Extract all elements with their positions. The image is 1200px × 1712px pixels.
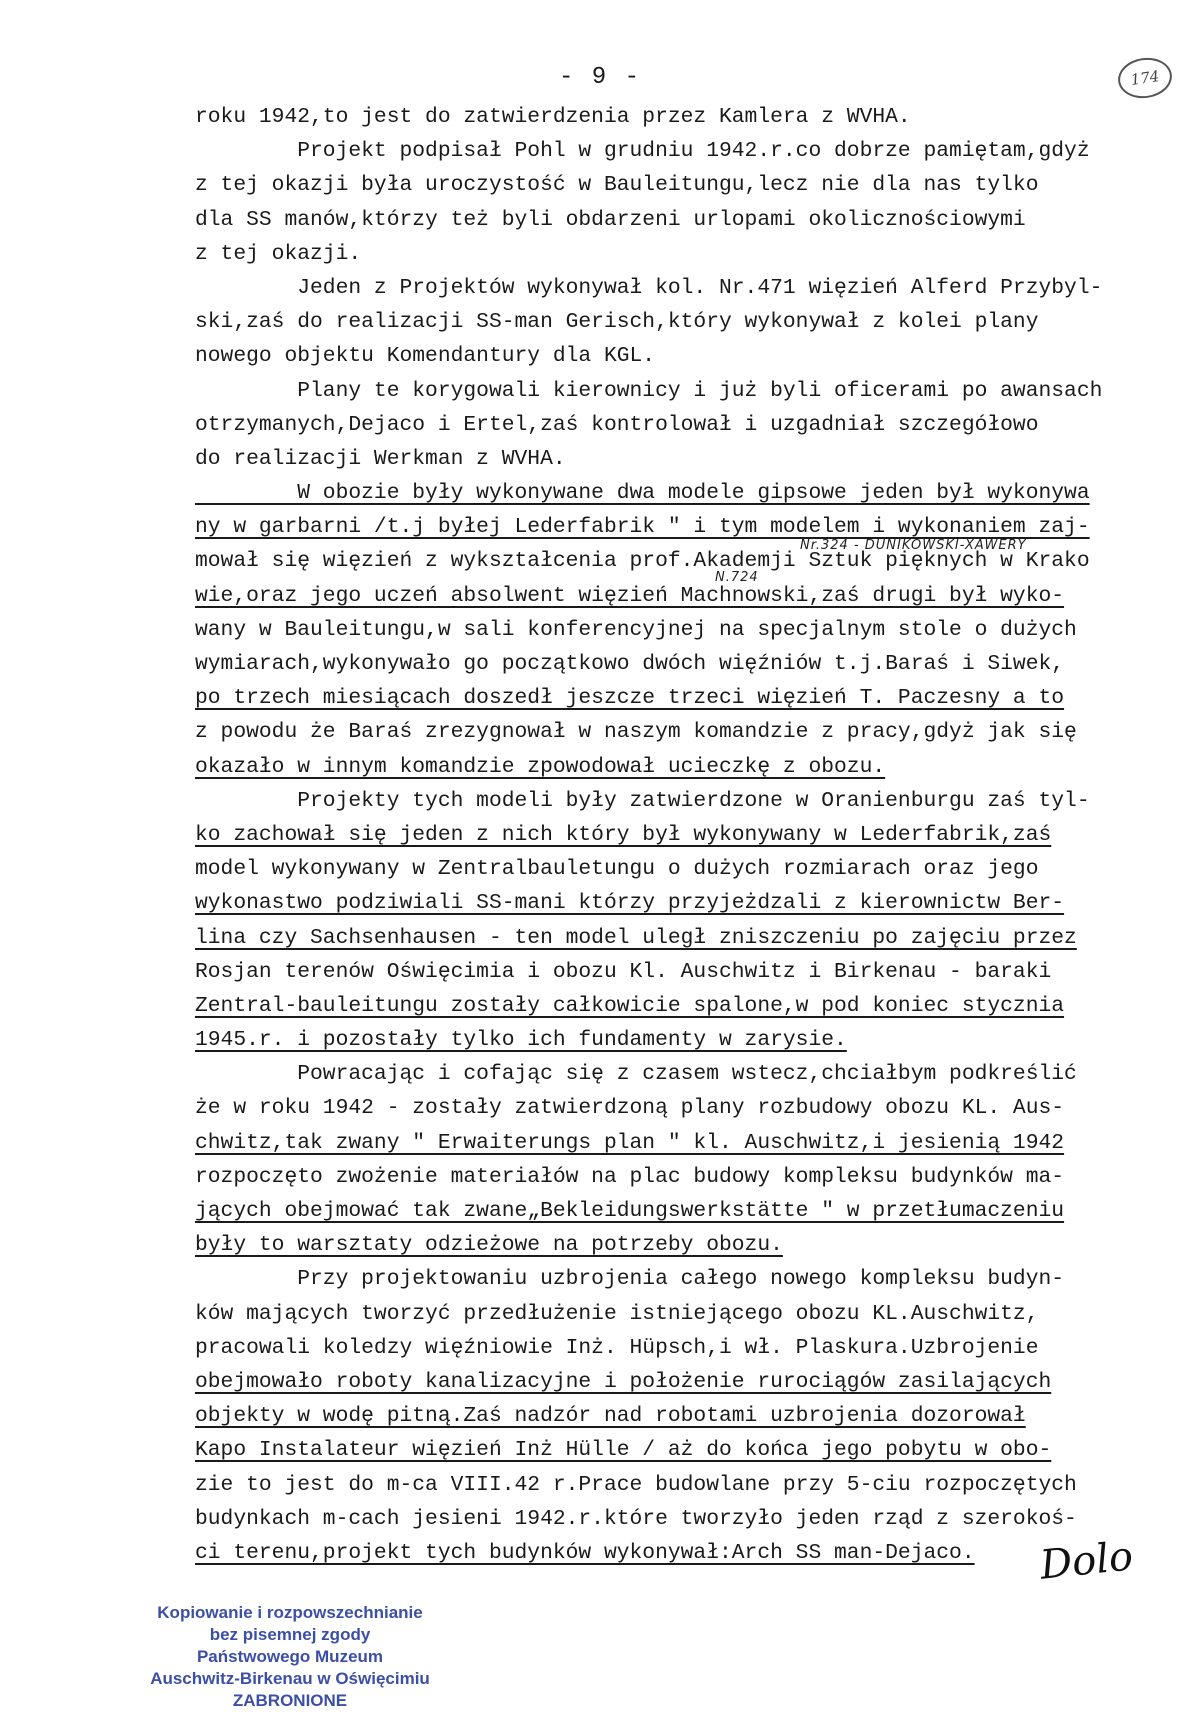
typewritten-body	[195, 100, 1170, 1570]
text-line: mował się więzień z wykształcenia prof.Akademji Sztuk pięknych w Krako	[195, 549, 1090, 574]
text-line-underlined: W obozie były wykonywane dwa modele gipsowe jeden był wykonywa	[195, 481, 1090, 506]
text-line: zie to jest do m-ca VIII.42 r.Prace budowlane przy 5-ciu rozpoczętych	[195, 1472, 1077, 1497]
text-line: dla SS manów,którzy też byli obdarzeni urlopami okolicznościowymi	[195, 207, 1026, 232]
handwritten-annotation: Nr.324 - DUNIKOWSKI-XAWERY	[800, 538, 1027, 553]
text-line: nowego objektu Komendantury dla KGL.	[195, 344, 656, 369]
text-line-underlined: okazało w innym komandzie zpowodował ucieczkę z obozu.	[195, 754, 886, 779]
text-line: pracowali koledzy więźniowie Inż. Hüpsch,i wł. Plaskura.Uzbrojenie	[195, 1335, 1039, 1360]
text-line: ski,zaś do realizacji SS-man Gerisch,który wykonywał z kolei plany	[195, 310, 1039, 335]
text-line: z tej okazji.	[195, 241, 362, 266]
text-line: Projekty tych modeli były zatwierdzone w Oranienburgu zaś tyl-	[195, 788, 1090, 813]
watermark-line: bez pisemnej zgody	[209, 1625, 371, 1644]
text-line: Rosjan terenów Oświęcimia i obozu Kl. Auschwitz i Birkenau - baraki	[195, 959, 1052, 984]
watermark-line: Auschwitz-Birkenau w Oświęcimiu	[150, 1669, 430, 1688]
text-line-underlined: ko zachował się jeden z nich który był wykonywany w Lederfabrik,zaś	[195, 822, 1052, 847]
text-line-underlined: obejmowało roboty kanalizacyjne i położenie rurociągów zasilających	[195, 1369, 1052, 1394]
text-line: do realizacji Werkman z WVHA.	[195, 446, 566, 471]
text-line-underlined: wykonastwo podziwiali SS-mani którzy przyjeżdzali z kierownictw Ber-	[195, 891, 1065, 916]
archive-page-stamp: 174	[1115, 54, 1174, 101]
text-line: budynkach m-cach jesieni 1942.r.które tworzyło jeden rząd z szerokoś-	[195, 1506, 1077, 1531]
text-line-underlined: po trzech miesiącach doszedł jeszcze trzeci więzień T. Paczesny a to	[195, 686, 1065, 711]
text-line: otrzymanych,Dejaco i Ertel,zaś kontrolował i uzgadniał szczegółowo	[195, 412, 1039, 437]
text-line-underlined: lina czy Sachsenhausen - ten model uległ zniszczeniu po zajęciu przez	[195, 925, 1077, 950]
text-line-underlined: jących obejmować tak zwane„Bekleidungswerkstätte " w przetłumaczeniu	[195, 1199, 1065, 1223]
text-line-underlined: objekty w wodę pitną.Zaś nadzór nad robotami uzbrojenia dozorował	[195, 1404, 1026, 1429]
text-line: wymiarach,wykonywało go początkowo dwóch więźniów t.j.Baraś i Siwek,	[195, 652, 1065, 676]
watermark-line: Kopiowanie i rozpowszechnianie	[157, 1603, 423, 1622]
text-line: wany w Bauleitungu,w sali konferencyjnej na specjalnym stole o dużych	[195, 617, 1077, 642]
page-number: - 9 -	[558, 64, 641, 91]
handwritten-signature: Dolo	[1037, 1533, 1136, 1589]
text-line: rozpoczęto zwożenie materiałów na plac budowy kompleksu budynków ma-	[195, 1164, 1065, 1189]
text-line: że w roku 1942 - zostały zatwierdzoną plany rozbudowy obozu KL. Aus-	[195, 1096, 1065, 1121]
text-line-underlined: ci terenu,projekt tych budynków wykonywał:Arch SS man-Dejaco.	[195, 1540, 975, 1565]
text-line: Jeden z Projektów wykonywał kol. Nr.471 więzień Alferd Przybyl-	[195, 275, 1103, 300]
text-line: Powracając i cofając się z czasem wstecz,chciałbym podkreślić	[195, 1062, 1077, 1087]
watermark-line: Państwowego Muzeum	[196, 1647, 384, 1666]
text-line: ków mających tworzyć przedłużenie istniejącego obozu KL.Auschwitz,	[195, 1301, 1039, 1326]
text-line-underlined: ny w garbarni /t.j byłej Lederfabrik " i tym modelem i wykonaniem zaj-	[195, 515, 1090, 540]
text-line: Plany te korygowali kierownicy i już byli oficerami po awansach	[195, 378, 1103, 403]
copyright-watermark	[140, 1602, 440, 1712]
text-line: z tej okazji była uroczystość w Bauleitungu,lecz nie dla nas tylko	[195, 173, 1039, 198]
text-line-underlined: chwitz,tak zwany " Erwaiterungs plan " kl. Auschwitz,i jesienią 1942	[195, 1130, 1065, 1155]
text-line-underlined: Kapo Instalateur więzień Inż Hülle / aż do końca jego pobytu w obo-	[195, 1438, 1052, 1463]
text-line: roku 1942,to jest do zatwierdzenia przez Kamlera z WVHA.	[195, 105, 911, 129]
watermark-line: ZABRONIONE	[232, 1691, 348, 1710]
text-line: z powodu że Baraś zrezygnował w naszym komandzie z pracy,gdyż jak się	[195, 720, 1077, 745]
text-line-underlined: były to warsztaty odzieżowe na potrzeby obozu.	[195, 1233, 783, 1258]
text-line-underlined: wie,oraz jego uczeń absolwent więzień Machnowski,zaś drugi był wyko-	[195, 583, 1065, 608]
handwritten-annotation: N.724	[715, 570, 759, 585]
text-line: Przy projektowaniu uzbrojenia całego nowego kompleksu budyn-	[195, 1267, 1065, 1292]
text-line-underlined: 1945.r. i pozostały tylko ich fundamenty w zarysie.	[195, 1028, 847, 1053]
text-line: model wykonywany w Zentralbauletungu o dużych rozmiarach oraz jego	[195, 857, 1039, 882]
text-line: Projekt podpisał Pohl w grudniu 1942.r.co dobrze pamiętam,gdyż	[195, 139, 1090, 164]
text-line-underlined: Zentral-bauleitungu zostały całkowicie spalone,w pod koniec stycznia	[195, 993, 1065, 1018]
